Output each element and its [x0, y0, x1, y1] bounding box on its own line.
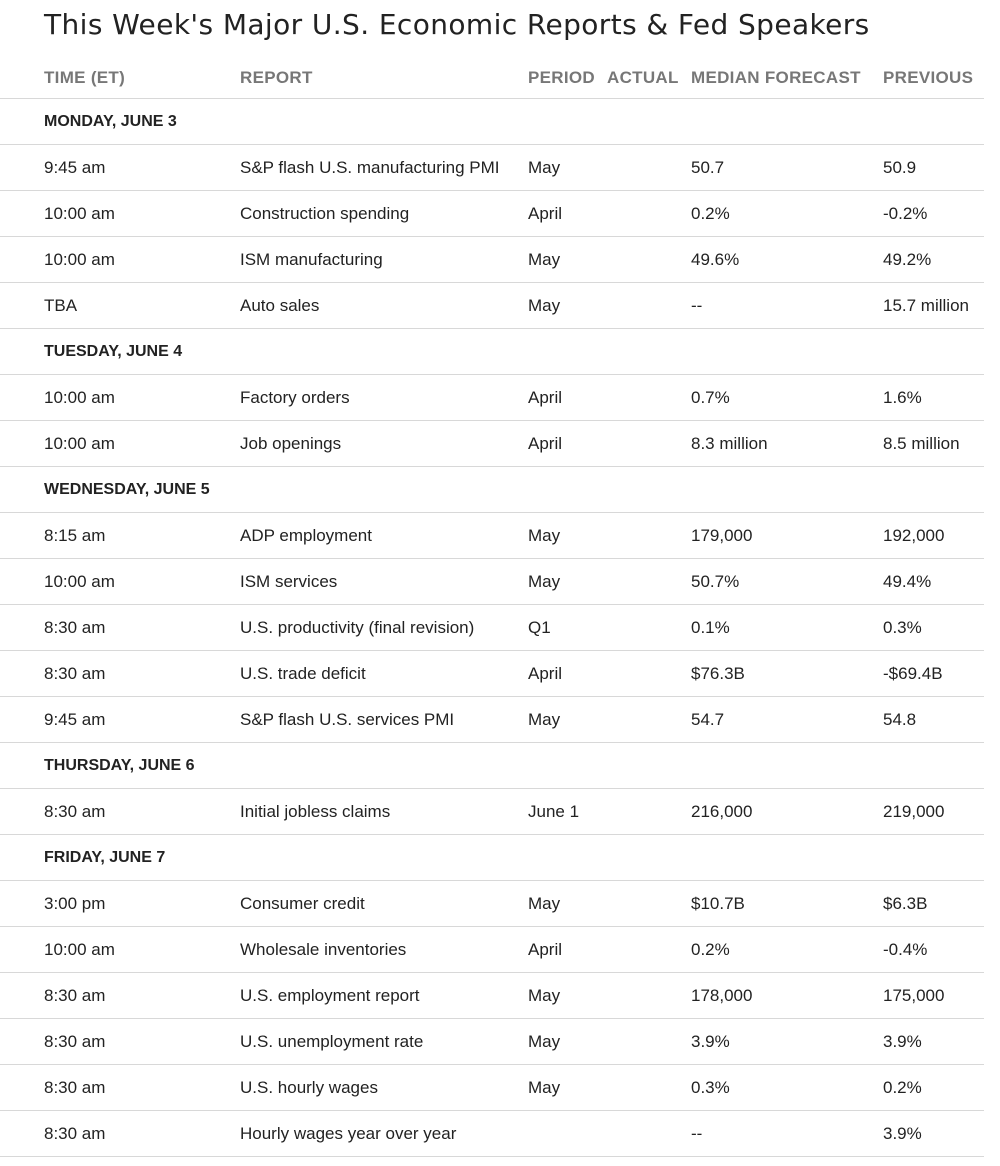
cell-period	[528, 1111, 607, 1157]
cell-report: ISM manufacturing	[240, 249, 383, 269]
cell-report: Consumer credit	[240, 893, 365, 913]
cell-actual	[607, 927, 691, 973]
cell-period: April	[528, 663, 563, 683]
cell-time: 10:00 am	[44, 387, 115, 407]
cell-previous: -0.4%	[883, 939, 928, 959]
cell-actual	[607, 191, 691, 237]
cell-median-forecast: 0.2%	[691, 203, 730, 223]
cell-actual	[607, 237, 691, 283]
cell-actual	[607, 559, 691, 605]
cell-period: May	[528, 571, 561, 591]
cell-period: April	[528, 387, 563, 407]
table-row	[0, 375, 984, 421]
cell-actual	[607, 145, 691, 191]
day-label: THURSDAY, JUNE 6	[44, 756, 195, 774]
cell-time: 8:30 am	[44, 1077, 106, 1097]
cell-median-forecast: $10.7B	[691, 893, 745, 913]
cell-median-forecast: 8.3 million	[691, 433, 768, 453]
cell-previous: 175,000	[883, 985, 945, 1005]
cell-report: Wholesale inventories	[240, 939, 407, 959]
column-header-report: REPORT	[240, 68, 313, 87]
cell-time: 9:45 am	[44, 157, 106, 177]
calendar-body	[0, 99, 984, 1157]
cell-report: Factory orders	[240, 387, 350, 407]
table-row	[0, 145, 984, 191]
table-row	[0, 881, 984, 927]
cell-report: U.S. hourly wages	[240, 1077, 378, 1097]
day-header-row	[0, 835, 984, 881]
cell-median-forecast: 0.2%	[691, 939, 730, 959]
cell-period: May	[528, 525, 561, 545]
cell-actual	[607, 513, 691, 559]
cell-time: 8:30 am	[44, 663, 106, 683]
table-row	[0, 421, 984, 467]
cell-actual	[607, 651, 691, 697]
cell-median-forecast: 50.7%	[691, 571, 740, 591]
cell-median-forecast: 50.7	[691, 157, 725, 177]
table-row	[0, 789, 984, 835]
cell-time: 8:30 am	[44, 985, 106, 1005]
cell-previous: 1.6%	[883, 387, 922, 407]
cell-time: 8:30 am	[44, 1123, 106, 1143]
cell-time: 8:15 am	[44, 525, 106, 545]
cell-period: April	[528, 939, 563, 959]
cell-report: Job openings	[240, 433, 342, 453]
cell-period: April	[528, 433, 563, 453]
cell-period: May	[528, 1031, 561, 1051]
cell-actual	[607, 421, 691, 467]
day-header-row	[0, 329, 984, 375]
page-title: This Week's Major U.S. Economic Reports & Fed Speakers	[44, 8, 870, 41]
cell-report: S&P flash U.S. services PMI	[240, 709, 455, 729]
cell-actual	[607, 973, 691, 1019]
cell-previous: 3.9%	[883, 1031, 922, 1051]
cell-previous: 219,000	[883, 801, 945, 821]
cell-actual	[607, 283, 691, 329]
cell-report: U.S. productivity (final revision)	[240, 617, 475, 637]
cell-previous: 0.2%	[883, 1077, 922, 1097]
cell-median-forecast: 0.7%	[691, 387, 730, 407]
cell-median-forecast: 178,000	[691, 985, 753, 1005]
cell-time: TBA	[44, 295, 78, 315]
cell-previous: 50.9	[883, 157, 917, 177]
cell-time: 8:30 am	[44, 1031, 106, 1051]
table-row	[0, 191, 984, 237]
cell-period: May	[528, 249, 561, 269]
cell-previous: 3.9%	[883, 1123, 922, 1143]
cell-report: Auto sales	[240, 295, 320, 315]
header-row	[0, 58, 984, 99]
table-row	[0, 237, 984, 283]
cell-period: May	[528, 709, 561, 729]
calendar-table-container	[0, 58, 984, 1157]
column-header-time: TIME (ET)	[44, 68, 126, 87]
day-header-row	[0, 743, 984, 789]
cell-previous: 54.8	[883, 709, 917, 729]
cell-report: S&P flash U.S. manufacturing PMI	[240, 157, 500, 177]
cell-report: Hourly wages year over year	[240, 1123, 457, 1143]
table-row	[0, 1111, 984, 1157]
cell-time: 10:00 am	[44, 249, 115, 269]
cell-median-forecast: 3.9%	[691, 1031, 730, 1051]
column-header-actual: ACTUAL	[607, 68, 679, 87]
cell-actual	[607, 605, 691, 651]
cell-median-forecast: 54.7	[691, 709, 725, 729]
cell-time: 10:00 am	[44, 571, 115, 591]
cell-previous: -$69.4B	[883, 663, 943, 683]
table-row	[0, 1065, 984, 1111]
day-header-row	[0, 467, 984, 513]
cell-actual	[607, 1065, 691, 1111]
cell-actual	[607, 375, 691, 421]
table-row	[0, 283, 984, 329]
cell-report: Initial jobless claims	[240, 801, 391, 821]
cell-median-forecast: 49.6%	[691, 249, 740, 269]
cell-actual	[607, 697, 691, 743]
cell-time: 3:00 pm	[44, 893, 106, 913]
cell-period: May	[528, 1077, 561, 1097]
cell-actual	[607, 1111, 691, 1157]
cell-time: 10:00 am	[44, 939, 115, 959]
cell-previous: 8.5 million	[883, 433, 960, 453]
cell-period: May	[528, 893, 561, 913]
day-label: TUESDAY, JUNE 4	[44, 342, 183, 360]
cell-report: U.S. unemployment rate	[240, 1031, 424, 1051]
table-row	[0, 559, 984, 605]
cell-median-forecast: $76.3B	[691, 663, 745, 683]
cell-previous: 192,000	[883, 525, 945, 545]
cell-previous: 49.2%	[883, 249, 932, 269]
cell-actual	[607, 789, 691, 835]
cell-period: June 1	[528, 801, 580, 821]
cell-period: May	[528, 157, 561, 177]
table-row	[0, 605, 984, 651]
cell-time: 10:00 am	[44, 203, 115, 223]
economic-calendar-table	[0, 58, 984, 1157]
cell-report: U.S. employment report	[240, 985, 420, 1005]
cell-previous: 49.4%	[883, 571, 932, 591]
cell-report: ADP employment	[240, 525, 372, 545]
table-row	[0, 697, 984, 743]
cell-time: 8:30 am	[44, 617, 106, 637]
cell-median-forecast: 179,000	[691, 525, 753, 545]
cell-time: 8:30 am	[44, 801, 106, 821]
day-label: FRIDAY, JUNE 7	[44, 848, 166, 866]
cell-median-forecast: 216,000	[691, 801, 753, 821]
day-label: MONDAY, JUNE 3	[44, 112, 177, 130]
cell-median-forecast: 0.3%	[691, 1077, 730, 1097]
cell-period: May	[528, 295, 561, 315]
cell-report: ISM services	[240, 571, 338, 591]
cell-previous: 0.3%	[883, 617, 922, 637]
cell-period: Q1	[528, 617, 551, 637]
cell-time: 10:00 am	[44, 433, 115, 453]
cell-period: May	[528, 985, 561, 1005]
cell-time: 9:45 am	[44, 709, 106, 729]
cell-previous: 15.7 million	[883, 295, 969, 315]
cell-previous: $6.3B	[883, 893, 928, 913]
cell-actual	[607, 881, 691, 927]
day-label: WEDNESDAY, JUNE 5	[44, 480, 210, 498]
column-header-median-forecast: MEDIAN FORECAST	[691, 68, 861, 87]
cell-median-forecast: --	[691, 1123, 703, 1143]
table-row	[0, 651, 984, 697]
day-header-row	[0, 99, 984, 145]
table-row	[0, 513, 984, 559]
cell-previous: -0.2%	[883, 203, 928, 223]
table-row	[0, 927, 984, 973]
cell-median-forecast: 0.1%	[691, 617, 730, 637]
column-header-period: PERIOD	[528, 68, 595, 87]
cell-actual	[607, 1019, 691, 1065]
table-row	[0, 973, 984, 1019]
cell-period: April	[528, 203, 563, 223]
column-header-previous: PREVIOUS	[883, 68, 974, 87]
cell-report: Construction spending	[240, 203, 410, 223]
cell-report: U.S. trade deficit	[240, 663, 366, 683]
cell-median-forecast: --	[691, 295, 703, 315]
table-row	[0, 1019, 984, 1065]
